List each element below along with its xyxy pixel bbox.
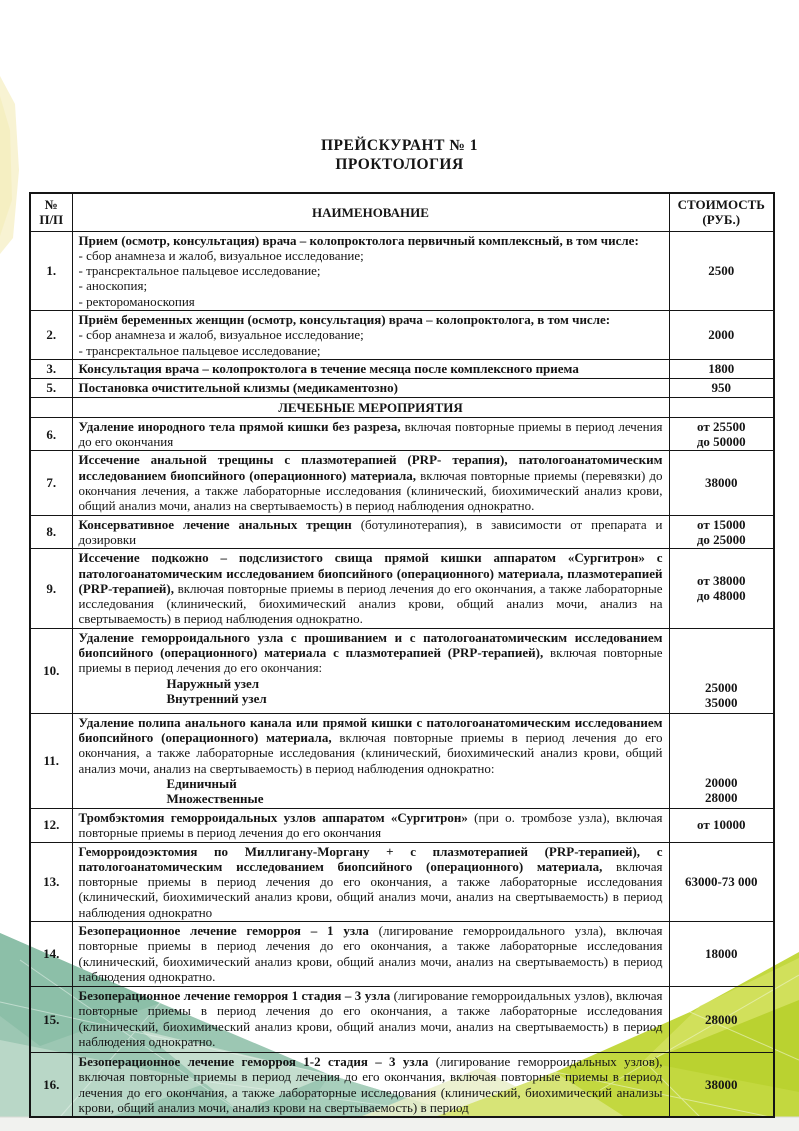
row-num-cell: 5. — [30, 378, 72, 397]
row-num-cell: 7. — [30, 451, 72, 515]
price-value: 20000 — [705, 774, 738, 790]
row-num-cell: 2. — [30, 310, 72, 359]
service-description: Постановка очистительной клизмы (медикаментозно) — [78, 379, 398, 395]
service-description: Безоперационное лечение геморроя – 1 узла (лигирование геморроидального узла), включая повторные приемы в период лечения до его окончания, а также лабораторные исследования (клинический, биохимический анализ крови, общий анализ мочи, анализ на свертываемость) в период наблюдения однократно. — [78, 923, 663, 984]
table-row-11 — [30, 713, 774, 808]
service-description: Удаление полипа анального канала или прямой кишки с патологоанатомическим исследованием биопсийного (операционного) материала, включая повторные приемы в период лечения до его окончания, а также лабораторные исследования (клинический, биохимический анализ крови, общий анализ мочи, анализ на свертываемость) в период наблюдения однократно: — [78, 714, 663, 776]
row-price-cell — [669, 922, 774, 987]
table-row-10 — [30, 628, 774, 713]
service-description: Тромбэктомия геморроидальных узлов аппаратом «Сургитрон» (при о. тромбозе узла), включая повторные приемы в период лечения до его окончания — [78, 809, 663, 840]
row-name-cell — [72, 922, 669, 987]
row-name-cell — [72, 1053, 669, 1118]
service-description: Консервативное лечение анальных трещин (ботулинотерапия), в зависимости от препарата и дозировки — [78, 516, 663, 547]
table-row-3 — [30, 359, 774, 378]
price-value: от 10000 — [697, 817, 746, 833]
header-name: НАИМЕНОВАНИЕ — [72, 193, 669, 231]
service-description: Удаление инородного тела прямой кишки без разреза, включая повторные приемы в период лечения до его окончания — [78, 418, 663, 450]
row-num-cell: 12. — [30, 808, 72, 842]
table-row-15 — [30, 987, 774, 1053]
section-header-row — [30, 397, 774, 417]
row-num-cell: 14. — [30, 922, 72, 987]
price-value: 18000 — [705, 946, 738, 962]
row-price-cell — [669, 378, 774, 397]
price-value: от 15000 — [697, 516, 746, 532]
document-title — [0, 136, 799, 174]
row-price-cell — [669, 451, 774, 515]
row-num-cell: 15. — [30, 987, 72, 1053]
row-name-cell — [72, 515, 669, 549]
row-name-cell — [72, 987, 669, 1053]
row-price-cell — [669, 1053, 774, 1118]
title-line-2: ПРОКТОЛОГИЯ — [335, 156, 464, 173]
row-price-cell — [669, 842, 774, 921]
row-name-cell — [72, 549, 669, 628]
table-row-9 — [30, 549, 774, 628]
service-subitem-label: Наружный узел — [166, 675, 260, 691]
service-description: Геморроидоэктомия по Миллигану-Моргану + с плазмотерапией (PRP-терапией), с патологоанатомическим исследованием биопсийного (операционного) материала, включая повторные приемы в период лечения до его окончания, а также лабораторные исследования (клинический, биохимический анализ крови, общий анализ мочи, анализ на свертываемость) в период наблюдения однократно — [78, 843, 663, 920]
table-row-14 — [30, 922, 774, 987]
table-row-12 — [30, 808, 774, 842]
row-name-cell — [72, 451, 669, 515]
service-subitem-label: Единичный — [166, 775, 237, 791]
row-price-cell — [669, 713, 774, 808]
row-num-cell: 13. — [30, 842, 72, 921]
page-bottom-edge — [0, 1117, 799, 1131]
price-value: 63000-73 000 — [684, 874, 758, 890]
row-price-cell — [669, 310, 774, 359]
row-num-cell: 9. — [30, 549, 72, 628]
service-description: Безоперационное лечение геморроя 1-2 стадия – 3 узла (лигирование геморроидальных узлов), включая повторные приемы в период лечения до его окончания, включая повторные приемы в период лечения до его окончания, а также лабораторные исследования (клинический, биохимический анализы крови, общий анализ мочи, анализ крови на свертываемость) в период — [78, 1054, 663, 1115]
price-table — [29, 192, 775, 1118]
price-value: 38000 — [705, 475, 738, 491]
row-num-cell: 3. — [30, 359, 72, 378]
price-value: 950 — [711, 380, 731, 396]
service-subitem-label: Множественные — [166, 791, 264, 807]
table-row-7 — [30, 451, 774, 515]
row-num-cell: 10. — [30, 628, 72, 713]
price-value: 2000 — [708, 327, 735, 343]
row-price-cell — [669, 987, 774, 1053]
price-value: от 25500 — [697, 418, 746, 434]
section-header-cell: ЛЕЧЕБНЫЕ МЕРОПРИЯТИЯ — [72, 397, 669, 417]
table-row-5 — [30, 378, 774, 397]
service-description: Безоперационное лечение геморроя 1 стадия – 3 узла (лигирование геморроидальных узлов), включая повторные приемы в период лечения до его окончания, а также лабораторные исследования (клинический, биохимический анализ крови, общий анализ мочи, анализ на свертываемость) в период наблюдения однократно. — [78, 988, 663, 1049]
service-description: Иссечение подкожно – подслизистого свища прямой кишки аппаратом «Сургитрон» с патологоанатомическим исследованием биопсийного (операционного) материала, плазмотерапией (PRP-терапией), включая повторные приемы в период лечения до его окончания, а также лабораторные исследования (клинический, биохимический анализ крови, общий анализ мочи, анализ на свертываемость) в период наблюдения однократно. — [78, 550, 663, 627]
service-detail-line: - сбор анамнеза и жалоб, визуальное исследование; — [78, 327, 364, 343]
header-price: СТОИМОСТЬ (РУБ.) — [669, 193, 774, 231]
row-name-cell — [72, 359, 669, 378]
row-price-cell — [669, 417, 774, 451]
price-value: 2500 — [708, 263, 735, 279]
row-name-cell — [72, 842, 669, 921]
table-row-6 — [30, 417, 774, 451]
service-detail-line: - аноскопия; — [78, 278, 148, 294]
row-name-cell — [72, 417, 669, 451]
row-name-cell — [72, 713, 669, 808]
price-value: 28000 — [705, 790, 738, 806]
price-value: 28000 — [705, 1011, 738, 1027]
price-value: 25000 — [705, 680, 738, 696]
row-price-cell — [669, 359, 774, 378]
row-price-cell — [669, 808, 774, 842]
section-empty-price-cell — [669, 397, 774, 417]
price-value: до 50000 — [696, 434, 746, 450]
row-num-cell: 16. — [30, 1053, 72, 1118]
price-value: 35000 — [705, 695, 738, 711]
price-value: до 48000 — [696, 588, 746, 604]
row-price-cell — [669, 549, 774, 628]
row-num-cell: 1. — [30, 231, 72, 310]
service-detail-line: - ректороманоскопия — [78, 293, 195, 309]
table-row-13 — [30, 842, 774, 921]
title-line-1: ПРЕЙСКУРАНТ № 1 — [320, 137, 479, 154]
header-num: № П/П — [30, 193, 72, 231]
price-value: до 25000 — [696, 531, 746, 547]
service-detail-line: - трансректальное пальцевое исследование; — [78, 263, 321, 279]
row-name-cell — [72, 628, 669, 713]
row-num-cell: 8. — [30, 515, 72, 549]
row-name-cell — [72, 808, 669, 842]
row-num-cell: 6. — [30, 417, 72, 451]
row-name-cell — [72, 231, 669, 310]
service-description: Консультация врача – колопроктолога в течение месяца после комплексного приема — [78, 360, 579, 376]
row-name-cell — [72, 378, 669, 397]
service-description: Прием (осмотр, консультация) врача – колопроктолога первичный комплексный, в том числе: — [78, 232, 639, 248]
row-price-cell — [669, 515, 774, 549]
price-value: 1800 — [708, 361, 735, 377]
row-name-cell — [72, 310, 669, 359]
service-description: Удаление геморроидального узла с прошиванием и с патологоанатомическим исследованием биопсийного (операционного) материала с плазмотерапией (PRP-терапией), включая повторные приемы в период лечения до его окончания: — [78, 629, 663, 676]
price-value: 38000 — [705, 1076, 738, 1092]
section-empty-num-cell — [30, 397, 72, 417]
row-price-cell — [669, 231, 774, 310]
table-row-1 — [30, 231, 774, 310]
row-num-cell: 11. — [30, 713, 72, 808]
service-subitem-label: Внутренний узел — [166, 690, 267, 706]
service-detail-line: - сбор анамнеза и жалоб, визуальное исследование; — [78, 247, 364, 263]
table-row-16 — [30, 1053, 774, 1118]
service-description: Приём беременных женщин (осмотр, консультация) врача – колопроктолога, в том числе: — [78, 311, 611, 327]
price-value: от 38000 — [697, 573, 746, 589]
service-detail-line: - трансректальное пальцевое исследование; — [78, 342, 321, 358]
table-header-row — [30, 193, 774, 231]
service-description: Иссечение анальной трещины с плазмотерапией (PRP- терапия), патологоанатомическим исследованием биопсийного (операционного) материала, включая повторные приемы (перевязки) до окончания лечения, а также лабораторные исследования (клинический, биохимический анализ крови, общий анализ мочи, анализ на свертываемость) в период наблюдения однократно. — [78, 452, 663, 514]
table-row-8 — [30, 515, 774, 549]
table-row-2 — [30, 310, 774, 359]
row-price-cell — [669, 628, 774, 713]
